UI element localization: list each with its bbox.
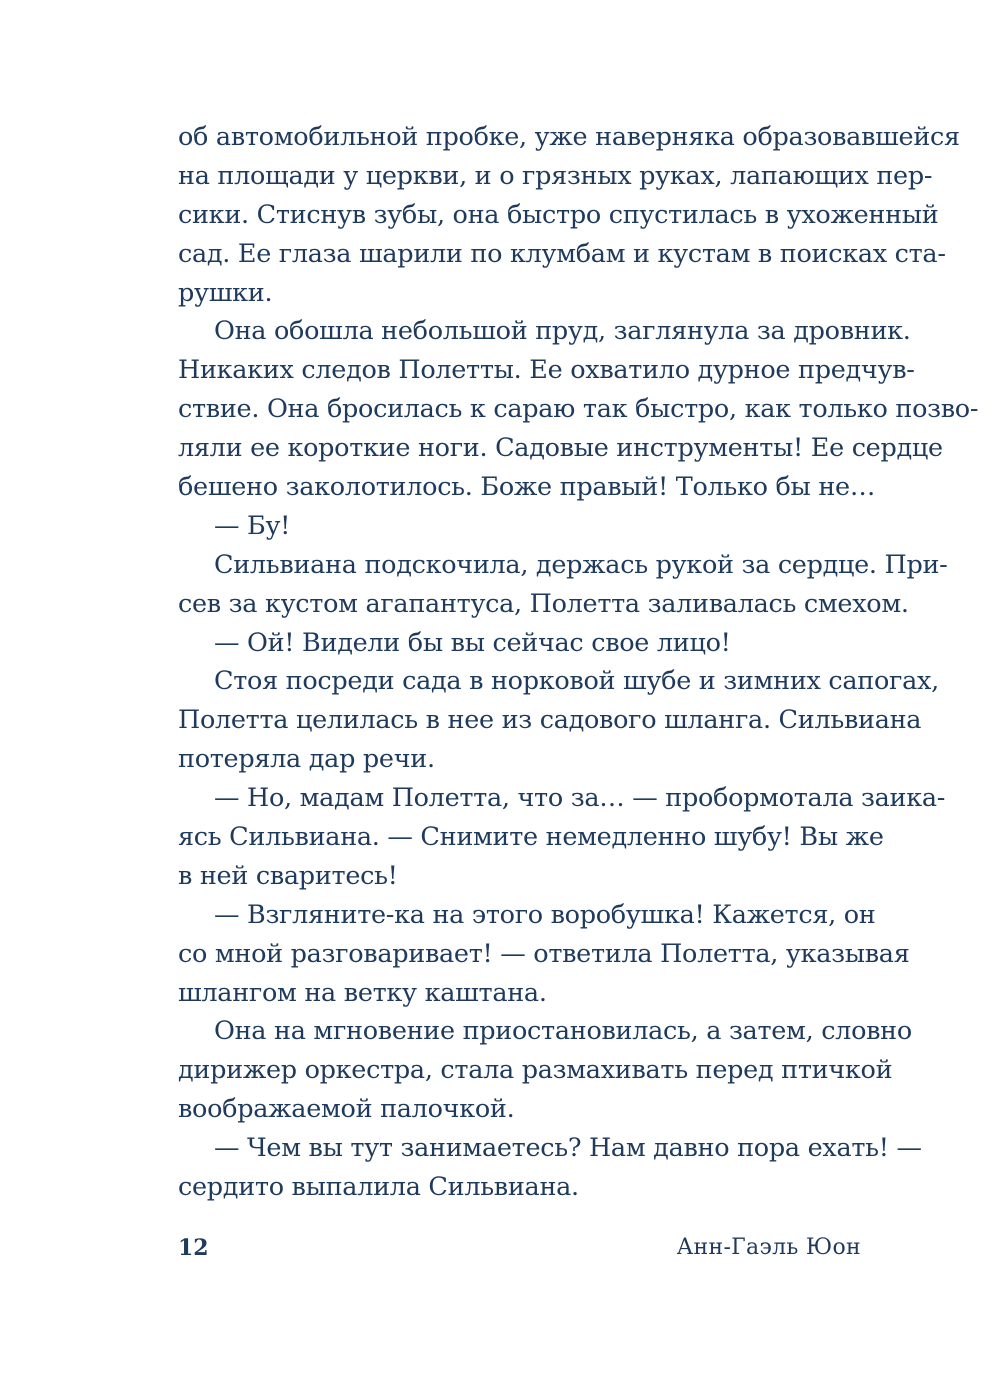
text-line: дирижер оркестра, стала размахивать перед птичкой (178, 1055, 893, 1086)
text-line: ляли ее короткие ноги. Садовые инструменты! Ее сердце (178, 433, 943, 464)
text-line: — Чем вы тут занимаетесь? Нам давно пора ехать! — (214, 1133, 922, 1164)
text-line: ясь Сильвиана. — Снимите немедленно шубу! Вы же (178, 822, 884, 853)
text-line: — Ой! Видели бы вы сейчас свое лицо! (214, 627, 731, 658)
text-line: рушки. (178, 277, 273, 308)
body-text (178, 118, 979, 1207)
text-line: Она на мгновение приостановилась, а затем, словно (214, 1016, 912, 1047)
text-line: со мной разговаривает! — ответила Полетта, указывая (178, 938, 910, 969)
running-footer-author: Анн-Гаэль Юон (676, 1235, 861, 1260)
text-line: бешено заколотилось. Боже правый! Только бы не… (178, 472, 876, 503)
text-line: шлангом на ветку каштана. (178, 977, 547, 1008)
text-line: Полетта целилась в нее из садового шланга. Сильвиана (178, 705, 922, 736)
text-line: потеряла дар речи. (178, 744, 435, 775)
text-line: — Бу! (214, 510, 291, 541)
text-line: Она обошла небольшой пруд, заглянула за дровник. (214, 316, 911, 347)
text-line: Стоя посреди сада в норковой шубе и зимних сапогах, (214, 666, 939, 697)
text-line: воображаемой палочкой. (178, 1094, 515, 1125)
text-line: сердито выпалила Сильвиана. (178, 1172, 579, 1203)
text-line: на площади у церкви, и о грязных руках, лапающих пер- (178, 160, 933, 191)
text-line: в ней сваритесь! (178, 860, 398, 891)
text-line: сики. Стиснув зубы, она быстро спустилась в ухоженный (178, 199, 939, 230)
text-line: ствие. Она бросилась к сараю так быстро, как только позво- (178, 394, 979, 425)
page-number: 12 (178, 1235, 209, 1261)
text-line: сев за кустом агапантуса, Полетта заливалась смехом. (178, 588, 909, 619)
text-line: — Взгляните-ка на этого воробушка! Кажется, он (214, 899, 876, 930)
text-line: — Но, мадам Полетта, что за… — пробормотала заика- (214, 783, 946, 814)
page-footer (178, 1233, 861, 1263)
text-line: Сильвиана подскочила, держась рукой за сердце. При- (214, 549, 948, 580)
text-line: об автомобильной пробке, уже наверняка образовавшейся (178, 122, 960, 152)
text-line: сад. Ее глаза шарили по клумбам и кустам в поисках ста- (178, 238, 946, 269)
text-line: Никаких следов Полетты. Ее охватило дурное предчув- (178, 355, 915, 386)
